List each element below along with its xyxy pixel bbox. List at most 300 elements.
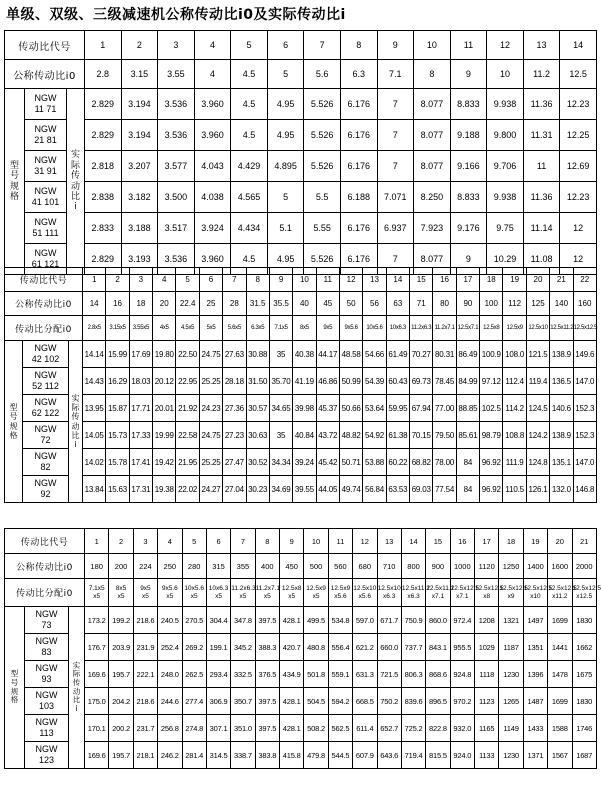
actual-ratio-cell: 11.36 xyxy=(523,89,560,120)
actual-ratio-cell: 5.5 xyxy=(304,182,341,213)
ratio-code-cell: 6 xyxy=(199,268,222,292)
model-cell xyxy=(25,89,67,120)
actual-ratio-cell: 54.92 xyxy=(363,422,386,449)
actual-ratio-cell: 1675 xyxy=(572,661,596,688)
ratio-allocation-cell xyxy=(572,579,601,607)
ratio-allocation-line: 11.2x6.3 xyxy=(231,585,256,593)
actual-ratio-cell: 218.1 xyxy=(133,742,157,769)
actual-ratio-cell: 140.6 xyxy=(550,395,573,422)
ratio-allocation-cell: 6.3x5 xyxy=(246,316,269,341)
model-spec-label xyxy=(5,607,25,769)
model-line: NGW xyxy=(35,744,58,755)
actual-ratio-cell: 9.166 xyxy=(450,151,487,182)
actual-ratio-cell: 3.193 xyxy=(121,244,158,275)
actual-ratio-cell: 1208 xyxy=(475,607,499,634)
model-cell xyxy=(25,607,69,634)
actual-ratio-cell: 119.4 xyxy=(526,368,549,395)
nominal-ratio-cell: 8 xyxy=(414,60,451,89)
actual-ratio-cell: 11.31 xyxy=(523,120,560,151)
nominal-ratio-label: 公称传动比i0 xyxy=(5,554,85,579)
model-line: 103 xyxy=(38,701,55,711)
actual-ratio-cell: 204.2 xyxy=(109,688,133,715)
ratio-allocation-cell xyxy=(255,579,279,607)
actual-ratio-cell: 1433 xyxy=(523,715,547,742)
actual-ratio-cell: 19.42 xyxy=(153,449,176,476)
actual-ratio-cell: 4.5 xyxy=(231,89,268,120)
actual-ratio-cell: 31.50 xyxy=(246,368,269,395)
nominal-ratio-cell: 400 xyxy=(255,554,279,579)
model-line: NGW xyxy=(34,124,57,135)
nominal-ratio-cell: 224 xyxy=(133,554,157,579)
actual-ratio-cell: 170.1 xyxy=(85,715,109,742)
actual-ratio-cell: 1441 xyxy=(548,634,572,661)
nominal-ratio-row xyxy=(5,292,597,316)
actual-ratio-cell: 860.0 xyxy=(426,607,450,634)
ratio-allocation-cell: 8x5 xyxy=(293,316,316,341)
vertical-char: 传 xyxy=(72,677,81,687)
actual-ratio-cell: 597.0 xyxy=(353,607,377,634)
actual-ratio-cell: 7.071 xyxy=(377,182,414,213)
vertical-char: 际 xyxy=(71,160,81,171)
actual-ratio-cell: 7.923 xyxy=(414,213,451,244)
ratio-allocation-cell: 12.5x8 xyxy=(480,316,503,341)
model-cell xyxy=(25,634,69,661)
actual-ratio-cell: 24.27 xyxy=(199,476,222,503)
vertical-char: 动 xyxy=(71,421,80,431)
actual-ratio-cell: 397.5 xyxy=(255,715,279,742)
actual-ratio-cell: 84 xyxy=(456,476,479,503)
actual-ratio-cell: 1699 xyxy=(548,607,572,634)
actual-ratio-cell: 124.2 xyxy=(526,422,549,449)
ratio-code-cell: 18 xyxy=(480,268,503,292)
actual-ratio-cell: 14.14 xyxy=(83,341,106,368)
ratio-allocation-cell: 12.5x11.2 xyxy=(550,316,573,341)
ratio-allocation-line: 12.5x10 xyxy=(353,585,377,593)
actual-ratio-cell: 4.043 xyxy=(194,151,231,182)
actual-ratio-cell: 84.99 xyxy=(456,368,479,395)
ratio-allocation-cell: 4.5x5 xyxy=(176,316,199,341)
table-row xyxy=(5,120,597,151)
model-line: NGW xyxy=(35,609,58,620)
actual-ratio-cell: 1746 xyxy=(572,715,596,742)
model-line: 52 112 xyxy=(32,381,59,391)
actual-ratio-cell: 149.6 xyxy=(573,341,596,368)
actual-ratio-cell: 9 xyxy=(450,244,487,275)
vertical-char: 动 xyxy=(71,181,81,192)
actual-ratio-cell: 96.92 xyxy=(480,476,503,503)
actual-ratio-cell: 9.75 xyxy=(487,213,524,244)
vertical-char: 际 xyxy=(72,669,81,679)
table-row xyxy=(5,368,597,395)
ratio-allocation-label: 传动比分配i0 xyxy=(5,316,83,341)
actual-ratio-cell: 20.01 xyxy=(153,395,176,422)
model-line: 83 xyxy=(41,647,52,657)
actual-ratio-cell: 21.92 xyxy=(176,395,199,422)
actual-ratio-cell: 252.4 xyxy=(158,634,182,661)
actual-ratio-cell: 428.1 xyxy=(280,715,304,742)
nominal-ratio-cell: 560 xyxy=(328,554,352,579)
ratio-allocation-cell xyxy=(231,579,255,607)
ratio-allocation-line: x5 xyxy=(142,592,149,600)
ratio-allocation-line: 12.5x9 xyxy=(306,585,326,593)
actual-ratio-cell: 19.38 xyxy=(153,476,176,503)
actual-ratio-cell: 46.86 xyxy=(316,368,339,395)
actual-ratio-cell: 41.19 xyxy=(293,368,316,395)
actual-ratio-cell: 9.176 xyxy=(450,213,487,244)
ratio-allocation-cell xyxy=(328,579,352,607)
vertical-char: 号 xyxy=(10,677,19,687)
actual-ratio-cell: 480.8 xyxy=(304,634,328,661)
actual-ratio-cell: 124.5 xyxy=(526,395,549,422)
actual-ratio-cell: 17.71 xyxy=(129,395,152,422)
ratio-code-cell: 5 xyxy=(176,268,199,292)
actual-ratio-cell: 304.4 xyxy=(206,607,230,634)
actual-ratio-cell: 8.077 xyxy=(414,244,451,275)
actual-ratio-cell: 78.45 xyxy=(433,368,456,395)
model-line: NGW xyxy=(35,636,58,647)
nominal-ratio-cell: 1250 xyxy=(499,554,523,579)
ratio-code-label: 传动比代号 xyxy=(5,31,85,60)
actual-ratio-cell: 70.15 xyxy=(410,422,433,449)
actual-ratio-cell: 3.960 xyxy=(194,89,231,120)
actual-ratio-cell: 39.55 xyxy=(293,476,316,503)
nominal-ratio-cell: 4.5 xyxy=(231,60,268,89)
actual-ratio-cell: 19.99 xyxy=(153,422,176,449)
ratio-code-cell: 9 xyxy=(269,268,292,292)
actual-ratio-cell: 5.526 xyxy=(304,120,341,151)
actual-ratio-cell: 30.57 xyxy=(246,395,269,422)
ratio-allocation-line: 12.5x12.5 xyxy=(499,585,528,593)
actual-ratio-cell: 124.8 xyxy=(526,449,549,476)
vertical-char: 型 xyxy=(9,160,19,171)
nominal-ratio-cell: 800 xyxy=(401,554,425,579)
actual-ratio-cell: 48.58 xyxy=(339,341,362,368)
ratio-allocation-cell: 9x5 xyxy=(316,316,339,341)
actual-ratio-cell: 621.2 xyxy=(353,634,377,661)
actual-ratio-cell: 35 xyxy=(269,341,292,368)
actual-ratio-cell: 1830 xyxy=(572,607,596,634)
actual-ratio-cell: 67.94 xyxy=(410,395,433,422)
actual-ratio-cell: 924.8 xyxy=(450,661,474,688)
actual-ratio-cell: 4.95 xyxy=(267,120,304,151)
nominal-ratio-cell: 3.15 xyxy=(121,60,158,89)
actual-ratio-cell: 110.5 xyxy=(503,476,526,503)
actual-ratio-cell: 147.0 xyxy=(573,368,596,395)
actual-ratio-cell: 721.5 xyxy=(377,661,401,688)
actual-ratio-cell: 1029 xyxy=(475,634,499,661)
actual-ratio-cell: 737.7 xyxy=(401,634,425,661)
ratio-allocation-cell xyxy=(182,579,206,607)
actual-ratio-cell: 556.4 xyxy=(328,634,352,661)
actual-ratio-cell: 868.6 xyxy=(426,661,450,688)
model-cell xyxy=(23,476,69,503)
actual-ratio-cell: 126.1 xyxy=(526,476,549,503)
nominal-ratio-cell: 71 xyxy=(410,292,433,316)
actual-ratio-cell: 22.95 xyxy=(176,368,199,395)
actual-ratio-cell: 1662 xyxy=(572,634,596,661)
nominal-ratio-cell: 45 xyxy=(316,292,339,316)
actual-ratio-cell: 50.99 xyxy=(339,368,362,395)
model-line: NGW xyxy=(34,248,57,259)
model-line: NGW xyxy=(34,397,57,408)
actual-ratio-cell: 13.84 xyxy=(83,476,106,503)
nominal-ratio-cell: 90 xyxy=(456,292,479,316)
model-line: 61 121 xyxy=(31,259,60,269)
actual-ratio-cell: 5.526 xyxy=(304,151,341,182)
nominal-ratio-cell: 200 xyxy=(109,554,133,579)
actual-ratio-cell: 248.0 xyxy=(158,661,182,688)
actual-ratio-cell: 2.829 xyxy=(85,244,122,275)
actual-ratio-cell: 43.72 xyxy=(316,422,339,449)
ratio-code-cell: 10 xyxy=(293,268,316,292)
actual-ratio-cell: 955.5 xyxy=(450,634,474,661)
actual-ratio-cell: 293.4 xyxy=(206,661,230,688)
ratio-allocation-line: 12.5x10 xyxy=(377,585,401,593)
ratio-code-cell: 9 xyxy=(377,31,414,60)
model-line: NGW xyxy=(34,93,57,104)
ratio-code-cell: 12 xyxy=(487,31,524,60)
actual-ratio-cell: 12.23 xyxy=(560,89,597,120)
actual-ratio-cell: 138.9 xyxy=(550,341,573,368)
actual-ratio-cell: 25.25 xyxy=(199,449,222,476)
ratio-code-cell: 8 xyxy=(255,529,279,554)
ratio-allocation-cell: 5x5 xyxy=(199,316,222,341)
actual-ratio-cell: 231.9 xyxy=(133,634,157,661)
actual-ratio-cell: 434.9 xyxy=(280,661,304,688)
ratio-allocation-cell xyxy=(353,579,377,607)
actual-ratio-cell: 138.9 xyxy=(550,422,573,449)
model-cell xyxy=(25,182,67,213)
actual-ratio-cell: 270.5 xyxy=(182,607,206,634)
actual-ratio-cell: 22.50 xyxy=(176,341,199,368)
actual-ratio-cell: 6.176 xyxy=(340,89,377,120)
ratio-code-cell: 20 xyxy=(548,529,572,554)
actual-ratio-cell: 30.88 xyxy=(246,341,269,368)
nominal-ratio-cell: 25 xyxy=(199,292,222,316)
ratio-allocation-line: 12.5x9 xyxy=(330,585,351,593)
ratio-code-cell: 21 xyxy=(572,529,596,554)
actual-ratio-cell: 173.2 xyxy=(85,607,109,634)
actual-ratio-cell: 643.6 xyxy=(377,742,401,769)
actual-ratio-cell: 345.2 xyxy=(231,634,255,661)
ratio-allocation-cell: 3.55x5 xyxy=(129,316,152,341)
ratio-code-label: 传动比代号 xyxy=(5,529,85,554)
actual-ratio-cell: 347.8 xyxy=(231,607,255,634)
actual-ratio-cell: 2.833 xyxy=(85,213,122,244)
ratio-code-cell: 14 xyxy=(560,31,597,60)
actual-ratio-cell: 1133 xyxy=(475,742,499,769)
nominal-ratio-cell: 7.1 xyxy=(377,60,414,89)
model-cell xyxy=(25,715,69,742)
actual-ratio-label xyxy=(69,341,83,503)
ratio-allocation-cell: 12.5x12.5 xyxy=(573,316,596,341)
model-cell xyxy=(25,120,67,151)
actual-ratio-cell: 11.36 xyxy=(523,182,560,213)
ratio-allocation-line: 12.5x12.5 xyxy=(572,585,601,593)
ratio-allocation-cell xyxy=(377,579,401,607)
actual-ratio-cell: 195.7 xyxy=(109,661,133,688)
ratio-code-cell: 4 xyxy=(158,529,182,554)
actual-ratio-cell: 136.5 xyxy=(550,368,573,395)
actual-ratio-cell: 30.23 xyxy=(246,476,269,503)
model-cell xyxy=(23,422,69,449)
actual-ratio-cell: 7 xyxy=(377,244,414,275)
model-cell xyxy=(25,688,69,715)
ratio-allocation-row xyxy=(5,316,597,341)
actual-ratio-cell: 306.9 xyxy=(206,688,230,715)
ratio-allocation-line: x6.3 xyxy=(383,592,396,600)
actual-ratio-cell: 1321 xyxy=(499,607,523,634)
actual-ratio-cell: 218.6 xyxy=(133,688,157,715)
model-cell xyxy=(23,449,69,476)
actual-ratio-cell: 2.829 xyxy=(85,89,122,120)
nominal-ratio-cell: 140 xyxy=(550,292,573,316)
ratio-allocation-line: x12.5 xyxy=(576,592,593,600)
actual-ratio-cell: 4.038 xyxy=(194,182,231,213)
actual-ratio-cell: 420.7 xyxy=(280,634,304,661)
actual-ratio-cell: 200.2 xyxy=(109,715,133,742)
actual-ratio-cell: 40.38 xyxy=(293,341,316,368)
actual-ratio-cell: 3.207 xyxy=(121,151,158,182)
actual-ratio-cell: 9.938 xyxy=(487,182,524,213)
actual-ratio-cell: 112.4 xyxy=(503,368,526,395)
actual-ratio-cell: 12.23 xyxy=(560,182,597,213)
actual-ratio-cell: 30.63 xyxy=(246,422,269,449)
ratio-code-cell: 11 xyxy=(328,529,352,554)
ratio-allocation-line: x5 xyxy=(166,592,174,600)
page-title: 单级、双级、三级减速机公称传动比i0及实际传动比i xyxy=(6,7,346,23)
nominal-ratio-cell: 160 xyxy=(573,292,596,316)
actual-ratio-cell: 53.64 xyxy=(363,395,386,422)
actual-ratio-cell: 96.92 xyxy=(480,449,503,476)
actual-ratio-cell: 44.17 xyxy=(316,341,339,368)
actual-ratio-cell: 6.176 xyxy=(340,151,377,182)
actual-ratio-cell: 314.5 xyxy=(206,742,230,769)
actual-ratio-cell: 611.4 xyxy=(353,715,377,742)
model-line: NGW xyxy=(34,155,57,166)
actual-ratio-cell: 218.6 xyxy=(133,607,157,634)
ratio-allocation-cell xyxy=(475,579,504,607)
model-line: 42 102 xyxy=(31,354,60,364)
ratio-code-cell: 5 xyxy=(231,31,268,60)
table-row xyxy=(5,213,597,244)
ratio-allocation-cell: 11.2x7.1 xyxy=(433,316,456,341)
ratio-allocation-line: x7.1 xyxy=(431,592,445,600)
actual-ratio-cell: 3.517 xyxy=(158,213,195,244)
ratio-allocation-line: 7.1x5 xyxy=(88,585,105,593)
actual-ratio-cell: 631.3 xyxy=(353,661,377,688)
actual-ratio-cell: 3.536 xyxy=(158,89,195,120)
actual-ratio-cell: 15.63 xyxy=(106,476,129,503)
ratio-allocation-line: x5 xyxy=(288,592,296,600)
actual-ratio-cell: 132.0 xyxy=(550,476,573,503)
actual-ratio-cell: 4.95 xyxy=(267,89,304,120)
actual-ratio-cell: 924.0 xyxy=(450,742,474,769)
actual-ratio-cell: 27.23 xyxy=(223,422,246,449)
actual-ratio-cell: 77.00 xyxy=(433,395,456,422)
model-line: 92 xyxy=(40,489,51,499)
ratio-allocation-cell xyxy=(206,579,230,607)
model-line: NGW xyxy=(34,370,57,381)
actual-ratio-cell: 668.5 xyxy=(353,688,377,715)
actual-ratio-cell: 1230 xyxy=(499,661,523,688)
actual-ratio-cell: 24.75 xyxy=(199,341,222,368)
actual-ratio-cell: 4.429 xyxy=(231,151,268,182)
model-line: NGW xyxy=(34,186,57,197)
nominal-ratio-cell: 16 xyxy=(106,292,129,316)
actual-ratio-cell: 20.12 xyxy=(153,368,176,395)
actual-ratio-cell: 25.25 xyxy=(199,368,222,395)
ratio-code-cell: 17 xyxy=(475,529,499,554)
actual-ratio-cell: 544.5 xyxy=(328,742,352,769)
nominal-ratio-cell: 56 xyxy=(363,292,386,316)
ratio-allocation-label: 传动比分配i0 xyxy=(5,579,85,607)
actual-ratio-cell: 203.9 xyxy=(109,634,133,661)
ratio-code-cell: 4 xyxy=(153,268,176,292)
nominal-ratio-cell: 100 xyxy=(480,292,503,316)
ratio-code-row xyxy=(5,31,597,60)
actual-ratio-cell: 6.937 xyxy=(377,213,414,244)
vertical-char: 格 xyxy=(9,191,19,202)
nominal-ratio-cell: 35.5 xyxy=(269,292,292,316)
model-line: NGW xyxy=(35,663,58,674)
actual-ratio-cell: 2.829 xyxy=(85,120,122,151)
actual-ratio-cell: 9.188 xyxy=(450,120,487,151)
actual-ratio-cell: 479.8 xyxy=(304,742,328,769)
actual-ratio-cell: 4.895 xyxy=(267,151,304,182)
nominal-ratio-cell: 12.5 xyxy=(560,60,597,89)
actual-ratio-cell: 970.2 xyxy=(450,688,474,715)
nominal-ratio-cell: 112 xyxy=(503,292,526,316)
actual-ratio-cell: 111.9 xyxy=(503,449,526,476)
nominal-ratio-label: 公称传动比i0 xyxy=(5,292,83,316)
actual-ratio-cell: 15.73 xyxy=(106,422,129,449)
actual-ratio-cell: 169.6 xyxy=(85,742,109,769)
ratio-code-cell: 15 xyxy=(410,268,433,292)
vertical-char: 格 xyxy=(9,430,18,440)
ratio-allocation-row xyxy=(5,579,597,607)
nominal-ratio-cell: 1400 xyxy=(523,554,547,579)
nominal-ratio-cell: 9 xyxy=(450,60,487,89)
nominal-ratio-cell: 80 xyxy=(433,292,456,316)
nominal-ratio-cell: 22.4 xyxy=(176,292,199,316)
table-row xyxy=(5,688,597,715)
table-row xyxy=(5,449,597,476)
nominal-ratio-cell: 20 xyxy=(153,292,176,316)
ratio-allocation-line: x5 xyxy=(117,592,125,600)
actual-ratio-cell: 660.0 xyxy=(377,634,401,661)
ratio-allocation-line: 12.5x8 xyxy=(281,585,302,593)
table-row xyxy=(5,89,597,120)
nominal-ratio-label: 公称传动比i0 xyxy=(5,60,85,89)
nominal-ratio-cell: 2.8 xyxy=(85,60,122,89)
actual-ratio-cell: 54.66 xyxy=(363,341,386,368)
actual-ratio-cell: 19.80 xyxy=(153,341,176,368)
actual-ratio-cell: 9.800 xyxy=(487,120,524,151)
ratio-code-row xyxy=(5,529,597,554)
vertical-char: 实 xyxy=(71,393,80,403)
table-row xyxy=(5,422,597,449)
actual-ratio-cell: 10.29 xyxy=(487,244,524,275)
ratio-allocation-cell: 7.1x5 xyxy=(269,316,292,341)
model-line: 31 91 xyxy=(34,166,57,176)
model-cell xyxy=(25,661,69,688)
model-line: 11 71 xyxy=(34,104,57,114)
vertical-char: i xyxy=(74,439,77,449)
model-line: 72 xyxy=(40,435,51,445)
vertical-char: 规 xyxy=(9,181,19,192)
actual-ratio-cell: 397.5 xyxy=(255,688,279,715)
